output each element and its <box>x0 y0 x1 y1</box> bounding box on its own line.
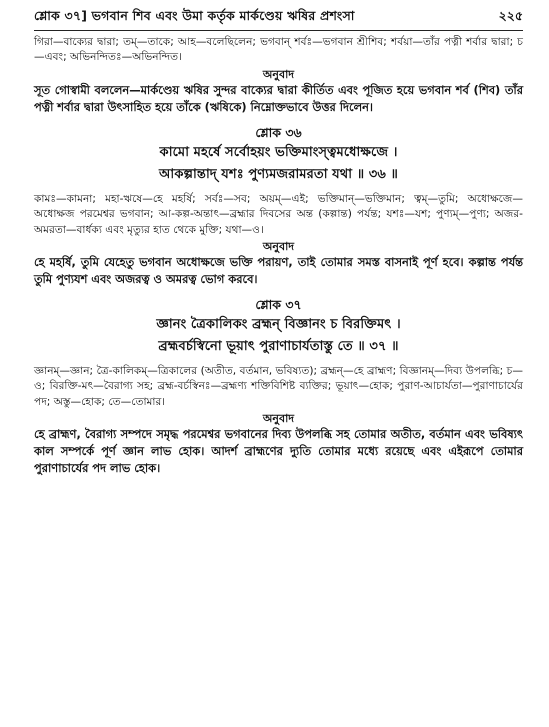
translation-heading-37: অনুবাদ <box>262 412 295 426</box>
translation-35: সূত গোস্বামী বললেন—মার্কণ্ডেয় ঋষির সুন্দর বাক্যের দ্বারা কীর্তিত এবং পূজিত হয়ে ভগবান শর্ব (শিব) তাঁর পত্নী শর্বার দ্বারা উৎসাহিত হয়ে তাঁকে (ঋষিকে) নিম্নোক্তভাবে উত্তর দিলেন। <box>34 82 523 114</box>
verse-36-line-2: আকল্পান্তাদ্ যশঃ পুণ্যমজরামরতা যথা ॥ ৩৬ ॥ <box>159 166 398 182</box>
translation-heading-36: অনুবাদ <box>262 240 295 254</box>
translation-36: হে মহর্ষি, তুমি যেহেতু ভগবান অধোক্ষজে ভক্তি পরায়ণ, তাই তোমার সমস্ত বাসনাই পূর্ণ হবে। কল্পান্ত পর্যন্ত তুমি পুণ্যযশ এবং অজরত্ব ও অমরত্ব ভোগ করবে। <box>34 255 523 287</box>
verse-heading-37: শ্লোক ৩৭ <box>255 297 302 313</box>
word-meanings-36: কামঃ—কামনা; মহা-ঋষে—হে মহর্ষি; সর্বঃ—সব; অয়ম্—এই; ভক্তিমান্—ভক্তিমান; ত্বম্—তুমি; অধোক্ষজে—অধোক্ষজ পরমেশ্বর ভগবান; আ-কল্প-অন্তাৎ—ব্রহ্মার দিবসের অন্ত (কল্পান্ত) পর্যন্ত; যশঃ—যশ; পুণ্যম্—পুণ্য; অজর-অমরতা—বার্ধক্য এবং মৃত্যুর হাত থেকে মুক্তি; যথা—ও। <box>34 192 523 236</box>
running-header <box>34 8 523 31</box>
running-title: শ্লোক ৩৭] ভগবান শিব এবং উমা কর্তৃক মার্কণ্ডেয় ঋষির প্রশংসা <box>34 8 355 23</box>
word-meanings-37: জ্ঞানম্—জ্ঞান; ত্রৈ-কালিকম্—ত্রিকালের (অতীত, বর্তমান, ভবিষ্যত); ব্রহ্মন্—হে ব্রাহ্মণ; বিজ্ঞানম্—দিব্য উপলব্ধি; চ—ও; বিরক্তি-মৎ—বৈরাগ্য সহ; ব্রহ্ম-বর্চস্বিনঃ—ব্রহ্মণ্য শক্তিবিশিষ্ট ব্যক্তির; ভূয়াৎ—হোক; পুরাণ-আচার্যতা—পুরাণাচার্যের পদ; অস্তু—হোক; তে—তোমার। <box>34 365 523 408</box>
page-number: ২২৫ <box>498 8 523 23</box>
translation-heading: অনুবাদ <box>262 67 295 81</box>
verse-heading-36: শ্লোক ৩৬ <box>255 124 302 140</box>
translation-37: হে ব্রাহ্মণ, বৈরাগ্য সম্পদে সমৃদ্ধ পরমেশ্বর ভগবানের দিব্য উপলব্ধি সহ তোমার অতীত, বর্তমান এবং ভবিষ্যৎ কাল সম্পর্কে পূর্ণ জ্ঞান লাভ হোক। আদর্শ ব্রাহ্মণের দ্যুতি তোমার মধ্যে রয়েছে এবং এইরূপে তোমার পুরাণাচার্যের পদ লাভ হোক। <box>34 427 523 476</box>
verse-36-line-1: কামো মহর্ষে সর্বোহয়ং ভক্তিমাংস্ত্বমধোক্ষজে । <box>159 144 398 160</box>
verse-37-line-2: ব্রহ্মবর্চস্বিনো ভূয়াৎ পুরাণাচার্যতাস্তু তে ॥ ৩৭ ॥ <box>158 339 399 355</box>
verse-37-line-1: জ্ঞানং ত্রৈকালিকং ব্রহ্মন্ বিজ্ঞানং চ বিরক্তিমৎ । <box>156 317 401 333</box>
word-meanings-35: গিরা—বাক্যের দ্বারা; তম্—তাকে; আহ—বলেছিলেন; ভগবান্ শর্বঃ—ভগবান শ্রীশিব; শর্বয়া—তাঁর পত্নী শর্বার দ্বারা; চ—এবং; অভিনন্দিতঃ—অভিনন্দিত। <box>34 36 523 64</box>
